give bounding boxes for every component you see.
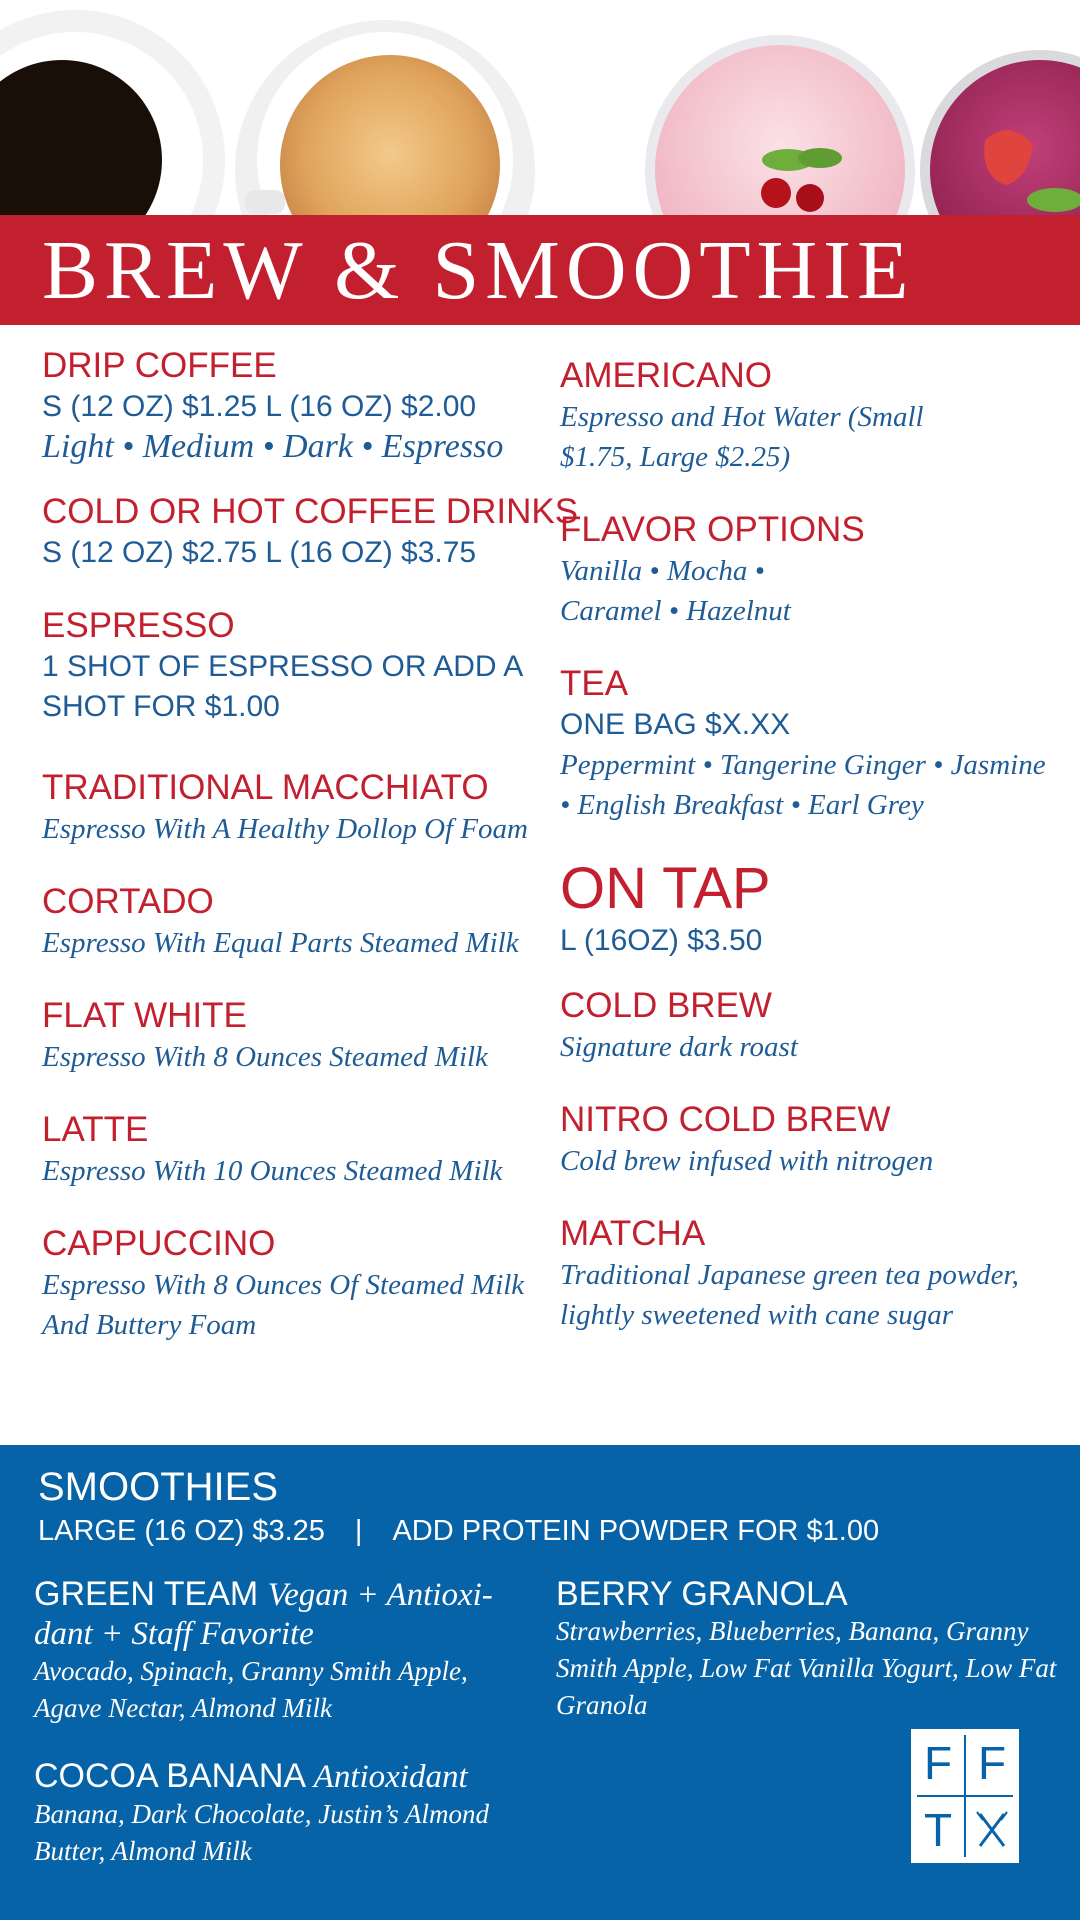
menu-item-matcha [560, 1213, 1065, 1335]
drinks-illustration [0, 0, 1080, 215]
item-price: S (12 OZ) $1.25 L (16 OZ) $2.00 [42, 390, 477, 423]
protein-addon: ADD PROTEIN POWDER FOR $1.00 [392, 1515, 880, 1547]
menu-item-espresso [42, 605, 552, 727]
item-title: TEA [560, 664, 629, 703]
smoothie-name-line [34, 1757, 554, 1796]
item-description: Vanilla • Mocha • Caramel • Hazelnut [560, 555, 791, 627]
item-title: COLD BREW [560, 986, 772, 1025]
item-title: CAPPUCCINO [42, 1224, 276, 1263]
on-tap-heading: ON TAP [560, 856, 771, 921]
menu-item-macchiato [42, 767, 552, 849]
item-description: Espresso With 8 Ounces Steamed Milk [42, 1041, 488, 1073]
menu-item-cold-brew [560, 985, 1065, 1067]
item-title: ESPRESSO [42, 606, 235, 645]
item-description: Peppermint • Tangerine Ginger • Jasmine • English Breakfast • Earl Grey [560, 749, 1046, 821]
smoothie-name: COCOA BANANA [34, 1757, 305, 1795]
item-description: Espresso With 10 Ounces Steamed Milk [42, 1155, 503, 1187]
title-banner [0, 215, 1080, 325]
menu-item-americano [560, 355, 1065, 477]
item-title: MATCHA [560, 1214, 706, 1253]
item-title: AMERICANO [560, 356, 772, 395]
item-description: Espresso and Hot Water (Small $1.75, Large $2.25) [560, 401, 924, 473]
smoothie-name: GREEN TEAM [34, 1575, 259, 1613]
on-tap-price: L (16OZ) $3.50 [560, 924, 763, 957]
item-title: TRADITIONAL MACCHIATO [42, 768, 489, 807]
logo-letter-f: F [923, 1736, 953, 1789]
fork-knife-icon [965, 1796, 1019, 1863]
smoothie-description: Avocado, Spinach, Granny Smith Apple, Agave Nectar, Almond Milk [34, 1656, 468, 1723]
smoothies-price: LARGE (16 OZ) $3.25 [38, 1515, 325, 1547]
item-description: Traditional Japanese green tea powder, lightly sweetened with cane sugar [560, 1259, 1019, 1331]
smoothie-name: BERRY GRANOLA [556, 1575, 848, 1613]
item-description: Espresso With A Healthy Dollop Of Foam [42, 813, 529, 845]
item-title: NITRO COLD BREW [560, 1100, 891, 1139]
menu-item-cortado [42, 881, 552, 963]
hero-drinks-photo [0, 0, 1080, 215]
smoothie-description: Strawberries, Blueberries, Banana, Granny Smith Apple, Low Fat Vanilla Yogurt, Low Fat Granola [556, 1616, 1057, 1720]
smoothie-item-green-team [34, 1575, 524, 1727]
menu-item-tea [560, 663, 1065, 825]
smoothies-pricing [38, 1515, 879, 1548]
smoothie-name-line [34, 1575, 524, 1653]
menu-title: BREW & SMOOTHIE [42, 223, 915, 317]
item-title: FLAVOR OPTIONS [560, 510, 865, 549]
item-price: 1 SHOT OF ESPRESSO OR ADD A SHOT FOR $1.00 [42, 650, 522, 723]
item-description: Light • Medium • Dark • Espresso [42, 428, 504, 465]
menu-item-flat-white [42, 995, 552, 1077]
menu-item-latte [42, 1109, 552, 1191]
item-title: CORTADO [42, 882, 214, 921]
item-title: DRIP COFFEE [42, 346, 277, 385]
item-description: Espresso With 8 Ounces Of Steamed Milk And Buttery Foam [42, 1269, 525, 1341]
left-menu-column [42, 345, 579, 1377]
logo-letter-f: F [977, 1736, 1007, 1789]
pricing-separator: | [354, 1515, 363, 1547]
menu-item-cappuccino [42, 1223, 552, 1345]
smoothie-item-berry-granola [556, 1575, 1066, 1724]
smoothie-description: Banana, Dark Chocolate, Justin’s Almond Butter, Almond Milk [34, 1799, 489, 1866]
smoothie-tag: Vegan + Antioxi-dant + Staff Favorite [34, 1577, 493, 1652]
item-title: LATTE [42, 1110, 149, 1149]
item-price: ONE BAG $X.XX [560, 708, 791, 741]
item-title: COLD OR HOT COFFEE DRINKS [42, 492, 579, 531]
item-description: Cold brew infused with nitrogen [560, 1145, 934, 1177]
right-menu-column [560, 355, 1065, 1367]
smoothie-item-cocoa-banana [34, 1757, 554, 1870]
logo-letter-t: T [923, 1803, 953, 1856]
item-price: S (12 OZ) $2.75 L (16 OZ) $3.75 [42, 536, 477, 569]
item-title: FLAT WHITE [42, 996, 247, 1035]
menu-item-nitro-cold-brew [560, 1099, 1065, 1181]
menu-item-coffee-drinks [42, 491, 579, 573]
menu-item-drip-coffee [42, 345, 552, 467]
item-description: Signature dark roast [560, 1031, 798, 1063]
smoothie-tag: Antioxidant [313, 1759, 468, 1795]
fft-logo [911, 1729, 1019, 1863]
menu-item-flavor-options [560, 509, 1065, 631]
item-description: Espresso With Equal Parts Steamed Milk [42, 927, 519, 959]
smoothies-heading: SMOOTHIES [38, 1465, 279, 1509]
